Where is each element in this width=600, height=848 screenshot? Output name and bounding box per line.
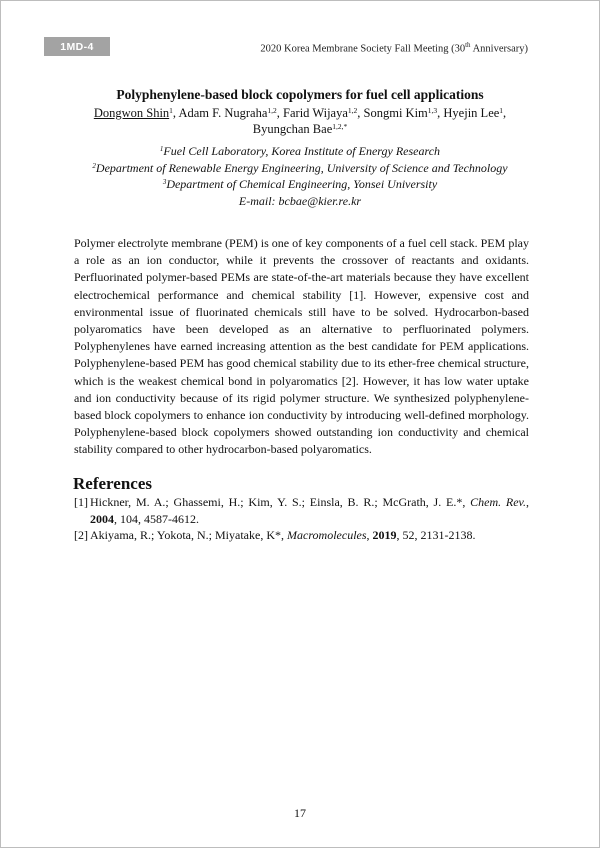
reference-item xyxy=(74,494,529,527)
reference-journal: Macromolecules xyxy=(287,528,367,542)
reference-number: [2] xyxy=(74,528,88,542)
reference-number: [1] xyxy=(74,495,88,509)
affiliation-sup: 3 xyxy=(162,178,167,186)
author-name: Songmi Kim xyxy=(363,106,428,120)
reference-details: , 104, 4587-4612. xyxy=(114,511,199,526)
author-list xyxy=(70,106,530,137)
author-name: Dongwon Shin xyxy=(93,106,170,120)
reference-year: 2004 xyxy=(90,511,114,526)
author-name: Farid Wijaya xyxy=(283,106,348,120)
reference-text xyxy=(90,527,529,544)
affiliation-line xyxy=(40,143,560,160)
affiliation-line xyxy=(40,176,560,193)
author-separator: , xyxy=(437,106,444,120)
reference-year: 2019 xyxy=(372,528,397,542)
author-name: Hyejin Lee xyxy=(443,106,500,120)
contact-email: E-mail: bcbae@kier.re.kr xyxy=(238,193,362,208)
reference-item xyxy=(74,527,529,544)
reference-authors: Akiyama, R.; Yokota, N.; Miyatake, K*, xyxy=(90,528,287,542)
author-affil-sup: 1,2,* xyxy=(332,121,348,131)
author-affil-sup: 1,2 xyxy=(347,106,358,115)
reference-text xyxy=(90,494,529,527)
affiliation-sup: 2 xyxy=(92,161,96,170)
session-code-badge: 1MD-4 xyxy=(44,37,110,56)
meeting-text-end: Anniversary) xyxy=(470,43,528,55)
affiliation-list xyxy=(40,143,560,209)
affiliation-text: Department of Chemical Engineering, Yonsei University xyxy=(166,177,438,191)
author-affil-sup: 1,2 xyxy=(267,106,277,115)
affiliation-line xyxy=(40,160,560,177)
author-separator: , xyxy=(503,106,507,120)
author-affil-sup: 1,3 xyxy=(427,106,438,115)
author-separator: , xyxy=(276,106,284,120)
abstract-body: Polymer electrolyte membrane (PEM) is one of key components of a fuel cell stack. PEM play a role as an ion conductor, while it prevents the crossover of reactants and oxidants. Perfluorinated polymer-based PEMs are state-of-the-art materials because they have excellent electrochemical performance and chemical stability [1]. However, expensive cost and environmental issue of fluorinated chemicals still have to be solved. Hydrocarbon-based polyaromatics have been developed as an alternative to perfluorinated polymers. Polyphenylenes have earned increasing attention as the best candidate for PEM applications. Polyphenylene-based PEM has good chemical stability due to its ether-free chemical structure, which is the weakest chemical bond in polyaromatics [2]. However, it has low water uptake and ion conductivity because of its rigid polymer structure. We synthesized polyphenylene-based block copolymers to enhance ion conductivity by introducing well-defined morphology. Polyphenylene-based block copolymers showed outstanding ion conductivity and chemical stability compared to other hydrocarbon-based polyaromatics. xyxy=(74,236,529,457)
author-separator: , xyxy=(357,106,364,120)
reference-sep: , xyxy=(366,528,373,542)
meeting-header xyxy=(260,41,528,55)
reference-list xyxy=(74,494,529,544)
author-affil-sup: 1 xyxy=(499,106,504,115)
paper-title: Polyphenylene-based block copolymers for fuel cell applications xyxy=(116,87,484,102)
meeting-text: 2020 Korea Membrane Society Fall Meeting (30 xyxy=(260,43,466,55)
author-separator: , xyxy=(172,106,179,120)
reference-journal: Chem. Rev. xyxy=(470,495,526,509)
meeting-ordinal-sup: th xyxy=(465,41,471,49)
affiliation-text: Fuel Cell Laboratory, Korea Institute of Energy Research xyxy=(163,144,441,158)
reference-authors: Hickner, M. A.; Ghassemi, H.; Kim, Y. S.; Einsla, B. R.; McGrath, J. E.*, xyxy=(90,495,471,509)
references-heading: References xyxy=(73,474,152,493)
author-name: Adam F. Nugraha xyxy=(178,106,268,120)
author-affil-sup: 1 xyxy=(169,106,173,115)
reference-sep: , xyxy=(526,495,529,509)
affiliation-sup: 1 xyxy=(159,145,164,153)
author-name: Byungchan Bae xyxy=(252,121,333,136)
affiliation-text: Department of Renewable Energy Engineering, University of Science and Technology xyxy=(95,160,508,175)
reference-details: , 52, 2131-2138. xyxy=(396,528,476,542)
page-number: 17 xyxy=(294,806,306,820)
